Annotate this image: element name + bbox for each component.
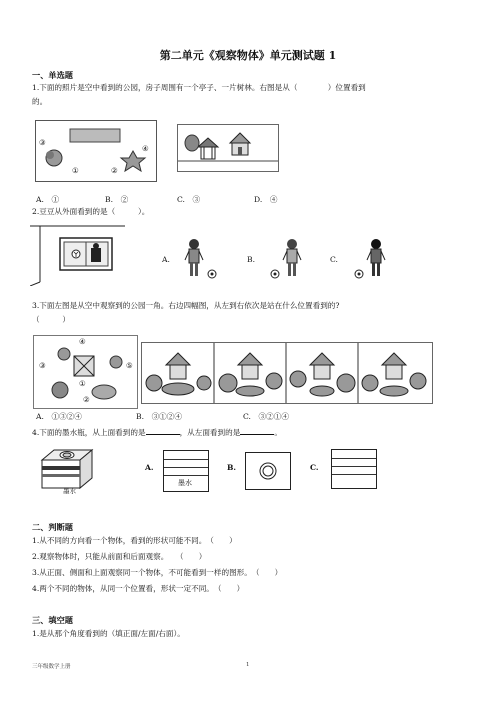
q3-option-b[interactable]: B. ③①②④ [136, 412, 182, 421]
q2-option-c[interactable]: C. [330, 255, 338, 264]
q1-aerial-svg [36, 121, 156, 181]
q3-views-svg [142, 343, 432, 403]
q4-text-c: 。 [274, 428, 282, 437]
fill-item-1: 1.是从那个角度看到的（填正面/左面/右面）。 [32, 629, 185, 638]
q4-option-b-image [245, 452, 291, 490]
section-heading-fill-blank: 三、填空题 [32, 615, 73, 625]
q4-option-a-label: 墨水 [178, 479, 192, 487]
section-heading-single-choice: 一、单选题 [32, 70, 73, 80]
q4-option-c-band-2 [332, 466, 376, 467]
q4-blank-top-view[interactable] [146, 426, 180, 435]
q2-option-c-boy-image [350, 238, 390, 282]
judge-item-3: 3.从正面、侧面和上面观察同一个物体，不可能看到一样的图形。 （ ） [32, 568, 283, 577]
q4-bottle-label: 墨水 [63, 487, 76, 495]
q3-map-label-4: ④ [79, 337, 86, 346]
q1-view-svg [178, 125, 278, 171]
q4-option-c-image [331, 449, 377, 489]
q1-map-label-2: ② [111, 166, 118, 175]
q4-blank-left-view[interactable] [240, 426, 274, 435]
q4-option-a-band-2 [164, 467, 208, 468]
q4-option-b-svg [246, 453, 290, 489]
q4-option-a[interactable]: A. [145, 463, 154, 472]
q3-option-c[interactable]: C. ③②①④ [243, 412, 289, 421]
q1-map-label-3: ③ [39, 138, 46, 147]
q1-text-line1: 1.下面的照片是空中看到的公园，房子周围有一个亭子、一片树林。右图是从（ ）位置看到 [32, 83, 366, 92]
q1-option-a[interactable]: A. ① [36, 195, 60, 204]
q2-text: 2.豆豆从外面看到的是（ ）。 [32, 207, 150, 216]
q2-option-b-boy-image [266, 238, 306, 282]
q4-text-b: ，从左面看到的是 [179, 428, 241, 437]
q3-map-label-1: ① [79, 379, 86, 388]
judge-item-2: 2.观察物体时，只能从前面和后面观察。 （ ） [32, 552, 207, 561]
footer-grade-label: 三年级数学上册 [32, 664, 71, 670]
judge-item-1: 1.从不同的方向看一个物体，看到的形状可能不同。 （ ） [32, 536, 237, 545]
q1-view-image [177, 124, 279, 172]
q3-map-label-3: ③ [39, 361, 46, 370]
q4-option-b[interactable]: B. [227, 463, 237, 472]
q3-text-line1: 3.下面左图是从空中观察到的公园一角。右边四幅图，从左到右依次是站在什么位置看到的? [32, 301, 340, 310]
page-title: 第二单元《观察物体》单元测试题 1 [159, 49, 337, 62]
judge-item-4: 4.两个不同的物体，从同一个位置看，形状一定不同。 （ ） [32, 584, 245, 593]
q3-four-views-image [141, 342, 433, 404]
q2-option-a-boy-image [184, 238, 224, 282]
q4-option-a-image [163, 450, 209, 492]
q1-option-d[interactable]: D. ④ [254, 195, 278, 204]
q4-option-c[interactable]: C. [310, 463, 319, 472]
q3-map-label-5: ⑤ [126, 361, 133, 370]
q1-option-b[interactable]: B. ② [105, 195, 129, 204]
q4-text-a: 4.下面的墨水瓶，从上面看到的是 [32, 428, 146, 437]
q4-option-c-band-1 [332, 458, 376, 459]
q4-option-a-band-3 [164, 475, 208, 476]
section-heading-true-false: 二、判断题 [32, 522, 73, 532]
q1-aerial-park-image [35, 120, 157, 182]
q3-map-label-2: ② [83, 395, 90, 404]
q1-option-c[interactable]: C. ③ [177, 195, 201, 204]
q2-window-image [30, 224, 130, 286]
q3-aerial-map-image [33, 335, 138, 409]
q4-option-c-band-3 [332, 474, 376, 475]
q4-option-a-band-1 [164, 459, 208, 460]
q1-text-line2: 的。 [32, 97, 48, 106]
q2-window-svg [30, 224, 130, 286]
footer-page-number: 1 [246, 662, 250, 668]
q2-option-a[interactable]: A. [162, 255, 170, 264]
q1-map-label-4: ④ [142, 144, 149, 153]
q4-ink-bottle-image [40, 448, 100, 498]
q4-text [32, 426, 282, 439]
q3-option-a[interactable]: A. ①③②④ [36, 412, 82, 421]
q2-option-b[interactable]: B. [247, 255, 255, 264]
q1-map-label-1: ① [72, 166, 79, 175]
q3-text-line2: （ ） [32, 315, 70, 324]
